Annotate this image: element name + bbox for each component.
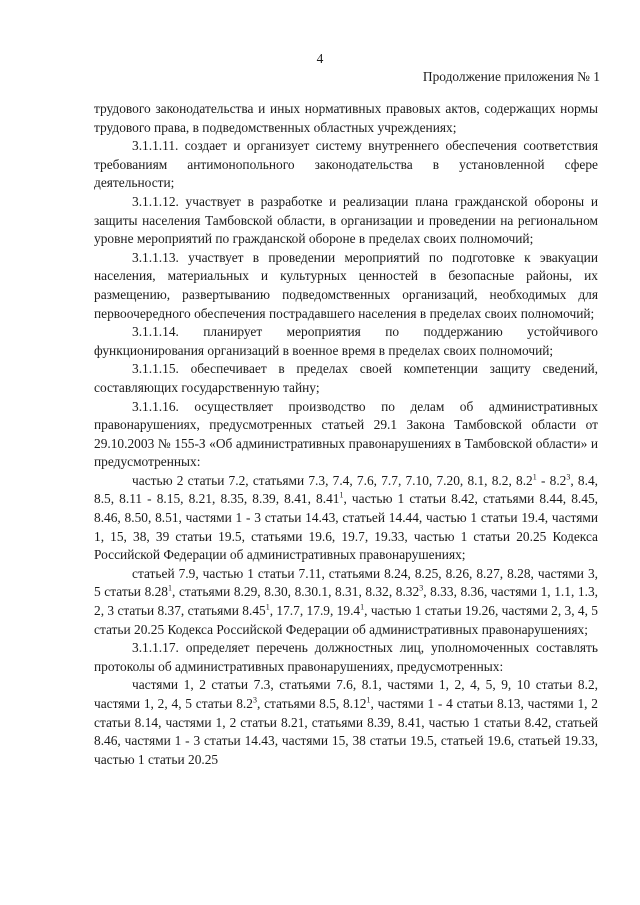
- page-number: 4: [316, 51, 324, 66]
- appendix-title: Продолжение приложения № 1: [422, 69, 600, 84]
- paragraph: частями 1, 2 статьи 7.3, статьями 7.6, 8.1, частями 1, 2, 4, 5, 9, 10 статьи 8.2, частями 1, 2, 4, 5 статьи $8.2^3$, статьями 8.5, 8.12$^1$, частями 1 - 4 статьи 8.13, частями 1, 2 статьи 8.14, частями 1, 2 статьи 8.21, статьями 8.39, 8.41, частью 1 статьи 8.42, статьей 8.46, частями 1 - 3 статьи 14.43, частями 15, 38 статьи 19.5, статьей 19.6, статьей 19.33, частью 1 статьи 20.25: [94, 677, 598, 767]
- paragraph: 3.1.1.15. обеспечивает в пределах своей компетенции защиту сведений, составляющих государственную тайну;: [94, 361, 598, 395]
- paragraph: 3.1.1.12. участвует в разработке и реализации плана гражданской обороны и защиты населения Тамбовской области, в организации и проведении на региональном уровне мероприятий по гражданской обороне в пределах своих полномочий;: [94, 193, 598, 247]
- paragraph: 3.1.1.17. определяет перечень должностных лиц, уполномоченных составлять протоколы об административных правонарушениях, предусмотренных:: [94, 640, 598, 674]
- paragraph: 3.1.1.13. участвует в проведении мероприятий по подготовке к эвакуации населения, материальных и культурных ценностей в безопасные районы, их размещению, развертыванию подведомственных организаций, необходимых для первоочередного обеспечения пострадавшего населения в пределах своих полномочий;: [94, 249, 598, 321]
- paragraph: 3.1.1.14. планирует мероприятия по поддержанию устойчивого функционирования организаций в военное время в пределах своих полномочий;: [94, 324, 598, 358]
- paragraph: статьей 7.9, частью 1 статьи 7.11, статьями 8.24, 8.25, 8.26, 8.27, 8.28, частями 3, 5 статьи 8.28$^1$, статьями 8.29, 8.30, 8.30.1, 8.31, 8.32, 8.32$^3$, 8.33, 8.36, частями 1, 1.1, 1.3, 2, 3 статьи 8.37, статьями 8.45$^1$, 17.7, 17.9, 19.4$^1$, частью 1 статьи 19.26, частями 2, 3, 4, 5 статьи 20.25 Кодекса Российской Федерации об административных правонарушениях;: [94, 565, 598, 637]
- paragraph: 3.1.1.16. осуществляет производство по делам об административных правонарушениях, предусмотренных статьей 29.1 Закона Тамбовской области от 29.10.2003 № 155-З «Об административных правонарушениях в Тамбовской области» и предусмотренных:: [94, 398, 598, 470]
- document-body: [94, 100, 598, 769]
- paragraph: трудового законодательства и иных нормативных правовых актов, содержащих нормы трудового права, в подведомственных областных учреждениях;: [94, 101, 598, 135]
- paragraph: 3.1.1.11. создает и организует систему внутреннего обеспечения соответствия требованиям антимонопольного законодательства в установленной сфере деятельности;: [94, 138, 598, 191]
- paragraph: частью 2 статьи 7.2, статьями 7.3, 7.4, 7.6, 7.7, 7.10, 7.20, 8.1, 8.2, $8.2^1 - 8.2^3$, 8.4, 8.5, 8.11 - 8.15, 8.21, 8.35, 8.39, 8.41, 8.41$^1$, частью 1 статьи 8.42, статьями 8.44, 8.45, 8.46, 8.50, 8.51, частями 1 - 3 статьи 14.43, статьей 14.44, частью 1 статьи 19.4, частями 1, 15, 38, 39 статьи 19.5, статьями 19.6, 19.7, 19.33, частью 1 статьи 20.25 Кодекса Российской Федерации об административных правонарушениях;: [94, 472, 599, 563]
